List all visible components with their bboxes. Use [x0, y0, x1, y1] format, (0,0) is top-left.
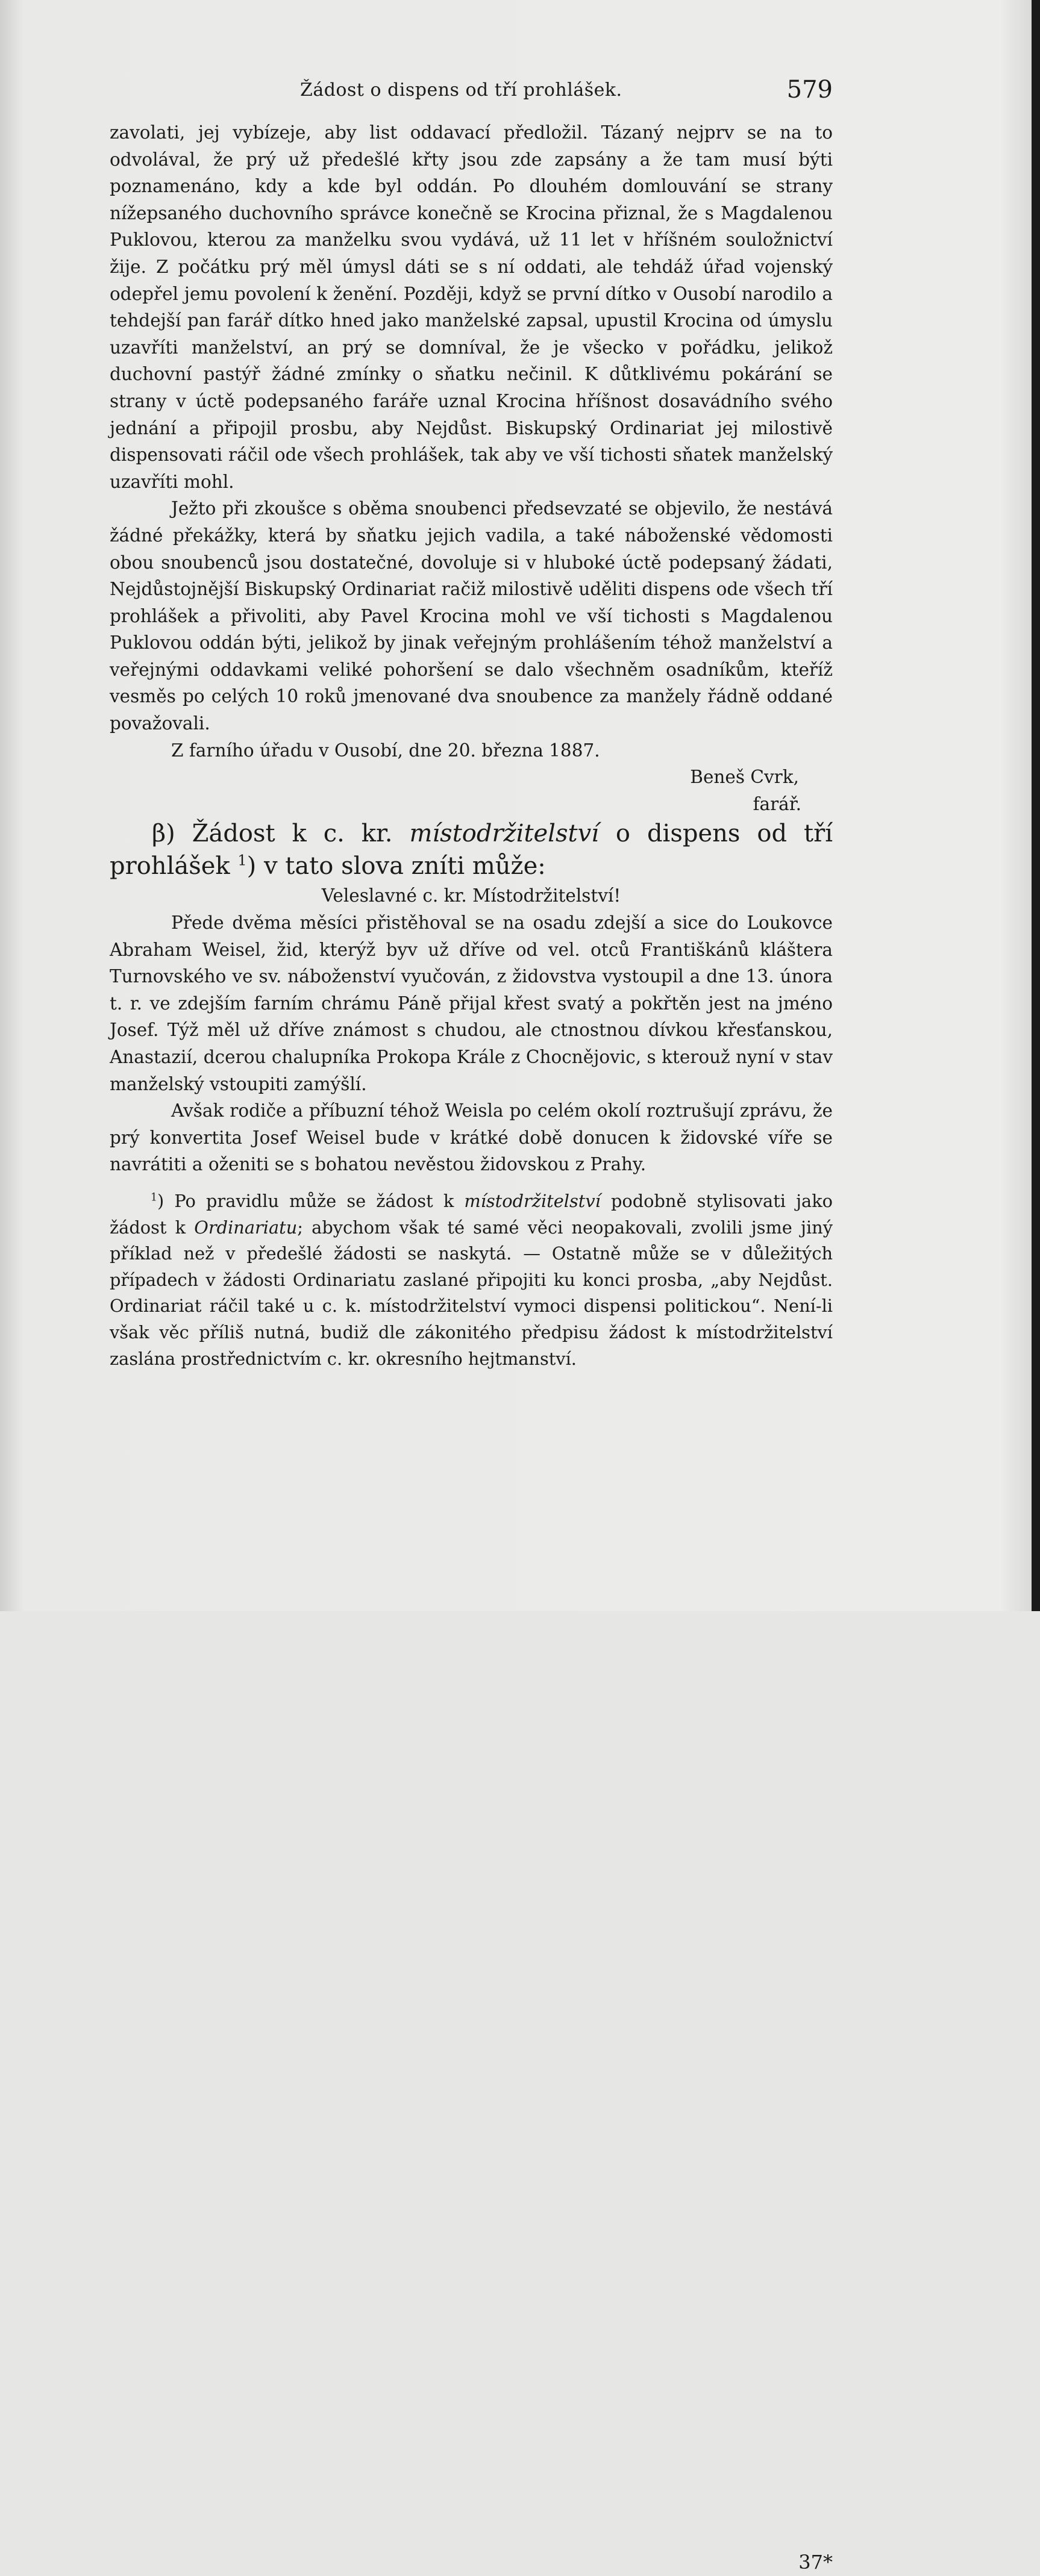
beta-italic: místodržitelství — [409, 820, 599, 848]
paragraph-rumor: Avšak rodiče a příbuzní téhož Weisla po celém okolí roztrušují zprávu, že prý konvertita Josef Weisel bude v krátké době donucen k židovské víře se navrátiti a oženiti se s bohatou nevěstou židovskou z Prahy. — [110, 1100, 833, 1175]
paragraph-weisel: Přede dvěma měsíci přistěhoval se na osadu zdejší a sice do Loukovce Abraham Weisel, žid, kterýž byv už dříve od vel. otců Františkánů kláštera Turnovského ve sv. náboženství vyučován, z židovstva vystoupil a dne 13. února t. r. ve zdejším farním chrámu Páně přijal křest svatý a pokřtěn jest na jméno Josef. Týž měl už dříve známost s chudou, ale ctnostnou dívkou křesťanskou, Anastazií, dcerou chalupníka Prokopa Krále z Chocnějovic, s kterouž nyní v stav manželský vstoupiti zamýšlí. — [110, 912, 833, 1094]
signature-title: farář. — [753, 793, 801, 814]
footnote-text — [110, 1188, 833, 1372]
footnote-part: ; abychom však té samé věci neopakovali, zvolili jsme jiný příklad než v předešlé žádosti se naskytá. — Ostatně může se v důležitých případech v žádosti Ordinariatu zaslané připojiti ku konci prosba, „aby Nejdůst. Ordinariat ráčil také u c. k. místodržitelství vymoci dispensi politickou“. Není-li však věc příliš nutná, budiž dle zákonitého předpisu žádost k místodržitelství zaslána prostřednictvím c. kr. okresního hejtmanství. — [110, 1217, 833, 1369]
beta-prefix: β) Žádost k c. kr. — [152, 820, 393, 848]
beta-suffix: o dispens od tří prohlášek — [110, 820, 833, 881]
beta-end: ) v tato slova zníti může: — [246, 852, 546, 881]
footnote-marker: 1 — [151, 1191, 157, 1204]
date-line: Z farního úřadu v Ousobí, dne 20. března 1887. — [171, 740, 600, 761]
footnote — [110, 1188, 833, 2574]
main-text — [110, 119, 833, 1178]
footnote-part: ) Po pravidlu může se žádost k — [157, 1191, 454, 1211]
footnote-italic: Ordinariatu — [194, 1217, 298, 1238]
page-number: 579 — [786, 76, 833, 104]
running-header — [110, 76, 833, 104]
paragraph-request: Ježto při zkoušce s oběma snoubenci předsevzaté se objevilo, že nestává žádné překážky, která by sňatku jejich vadila, a také náboženské vědomosti obou snoubenců jsou dostatečné, dovoluje si v hluboké úctě podepsaný žádati, Nejdůstojnější Biskupský Ordinariat račiž milostivě uděliti dispens ode všech tří prohlášek a přivoliti, aby Pavel Krocina mohl ve vší tichosti s Magdalenou Puklovou oddán býti, jelikož by jinak veřejným prohlášením téhož manželství a veřejnými oddavkami veliké pohoršení se dalo všechněm osadníkům, kteříž vesměs po celých 10 roků jmenované dva snoubence za manžely řádně oddané považovali. — [110, 498, 833, 734]
running-title: Žádost o dispens od tří prohlášek. — [300, 80, 622, 101]
address-line: Veleslavné c. kr. Místodržitelství! — [321, 885, 621, 906]
footnote-ref: 1 — [237, 852, 247, 870]
footnote-italic: místodržitelství — [464, 1191, 601, 1211]
sheet-signature: 37* — [798, 2551, 833, 2574]
footnote-part: podobně stylisovati jako žádost k — [110, 1191, 833, 1238]
page-edge-shadow — [1032, 0, 1040, 1611]
paragraph-continuation: zavolati, jej vybízeje, aby list oddavací předložil. Tázaný nejprv se na to odvolával, že prý už předešlé křty jsou zde zapsány a že tam musí býti poznamenáno, kdy a kde byl oddán. Po dlouhém domlouvání se strany nížepsaného duchovního správce konečně se Krocina přiznal, že s Magdalenou Puklovou, kterou za manželku svou vydává, už 11 let v hříšném souložnictví žije. Z počátku prý měl úmysl dáti se s ní oddati, ale tehdáž úřad vojenský odepřel jemu povolení k ženění. Později, když se první dítko v Ousobí narodilo a tehdejší pan farář dítko hned jako manželské zapsal, upustil Krocina od úmyslu uzavříti manželství, an prý se domníval, že je všecko v pořádku, jelikož duchovní pastýř žádné zmínky o sňatku nečinil. K důtklivému pokárání se strany v úctě podepsaného faráře uznal Krocina hříšnost dosavádního svého jednání a připojil prosbu, aby Nejdůst. Biskupský Ordinariat jej milostivě dispensovati ráčil ode všech prohlášek, tak aby ve vší tichosti sňatek manželský uzavříti mohl. — [110, 122, 833, 492]
signature-name: Beneš Cvrk, — [690, 767, 799, 788]
section-beta-heading — [110, 817, 833, 882]
